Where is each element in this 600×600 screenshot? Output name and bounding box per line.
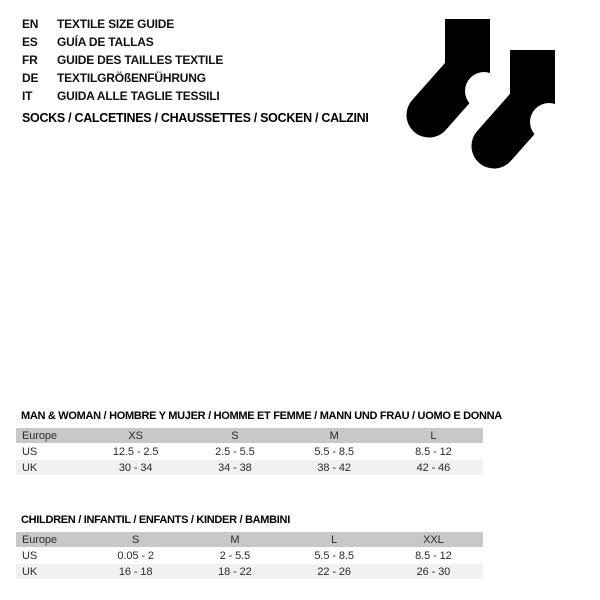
language-code: EN — [22, 17, 39, 31]
header-cell-size: L — [331, 533, 338, 546]
size-value-cell: 42 - 46 — [416, 461, 451, 474]
header-cell-region: Europe — [22, 533, 57, 546]
language-code: IT — [22, 89, 33, 103]
size-value-cell: 16 - 18 — [118, 565, 153, 578]
category-title: SOCKS / CALCETINES / CHAUSSETTES / SOCKEN / CALZINI — [22, 111, 369, 125]
size-table-adults — [16, 428, 483, 476]
language-label: GUIDA ALLE TAGLIE TESSILI — [57, 89, 220, 103]
socks-icon — [405, 10, 565, 180]
language-code: ES — [22, 35, 38, 49]
header-cell-size: M — [329, 429, 339, 442]
children-table-title: CHILDREN / INFANTIL / ENFANTS / KINDER / BAMBINI — [21, 514, 290, 526]
size-value-cell: 2 - 5.5 — [219, 549, 251, 562]
table-row — [16, 548, 483, 563]
language-label: GUIDE DES TAILLES TEXTILE — [57, 53, 224, 67]
size-value-cell: 12.5 - 2.5 — [112, 445, 159, 458]
size-value-cell: 26 - 30 — [416, 565, 451, 578]
size-value-cell: 8.5 - 12 — [415, 445, 452, 458]
table-row — [16, 444, 483, 459]
language-list — [22, 15, 223, 105]
header-cell-region: Europe — [22, 429, 57, 442]
language-row — [22, 15, 223, 33]
adults-table-title: MAN & WOMAN / HOMBRE Y MUJER / HOMME ET FEMME / MANN UND FRAU / UOMO E DONNA — [21, 410, 502, 422]
language-label: TEXTILE SIZE GUIDE — [57, 17, 175, 31]
size-value-cell: 18 - 22 — [218, 565, 252, 578]
table-row — [16, 460, 483, 475]
language-row — [22, 69, 223, 87]
language-label: GUÍA DE TALLAS — [57, 35, 154, 49]
row-label-cell: UK — [22, 461, 38, 474]
size-value-cell: 22 - 26 — [317, 565, 351, 578]
table-header-row — [16, 532, 483, 547]
sock-front — [494, 50, 565, 146]
size-value-cell: 38 - 42 — [317, 461, 351, 474]
size-table-children — [16, 532, 483, 580]
language-code: FR — [22, 53, 38, 67]
size-value-cell: 30 - 34 — [118, 461, 153, 474]
size-value-cell: 5.5 - 8.5 — [314, 549, 354, 562]
header-cell-size: S — [132, 533, 140, 546]
row-label-cell: US — [22, 445, 38, 458]
table-row — [16, 564, 483, 579]
language-label: TEXTILGRÖßENFÜHRUNG — [57, 71, 206, 85]
header-cell-size: XXL — [423, 533, 444, 546]
size-value-cell: 34 - 38 — [218, 461, 252, 474]
row-label-cell: US — [22, 549, 38, 562]
language-row — [22, 51, 223, 69]
size-value-cell: 8.5 - 12 — [415, 549, 452, 562]
header-cell-size: XS — [128, 429, 143, 442]
language-code: DE — [22, 71, 39, 85]
row-label-cell: UK — [22, 565, 38, 578]
table-header-row — [16, 428, 483, 443]
language-row — [22, 33, 223, 51]
sock-back — [429, 19, 503, 115]
size-value-cell: 5.5 - 8.5 — [314, 445, 354, 458]
size-value-cell: 0.05 - 2 — [117, 549, 154, 562]
header-cell-size: L — [430, 429, 437, 442]
language-row — [22, 87, 223, 105]
header-cell-size: M — [230, 533, 240, 546]
size-value-cell: 2.5 - 5.5 — [215, 445, 255, 458]
header-cell-size: S — [231, 429, 239, 442]
